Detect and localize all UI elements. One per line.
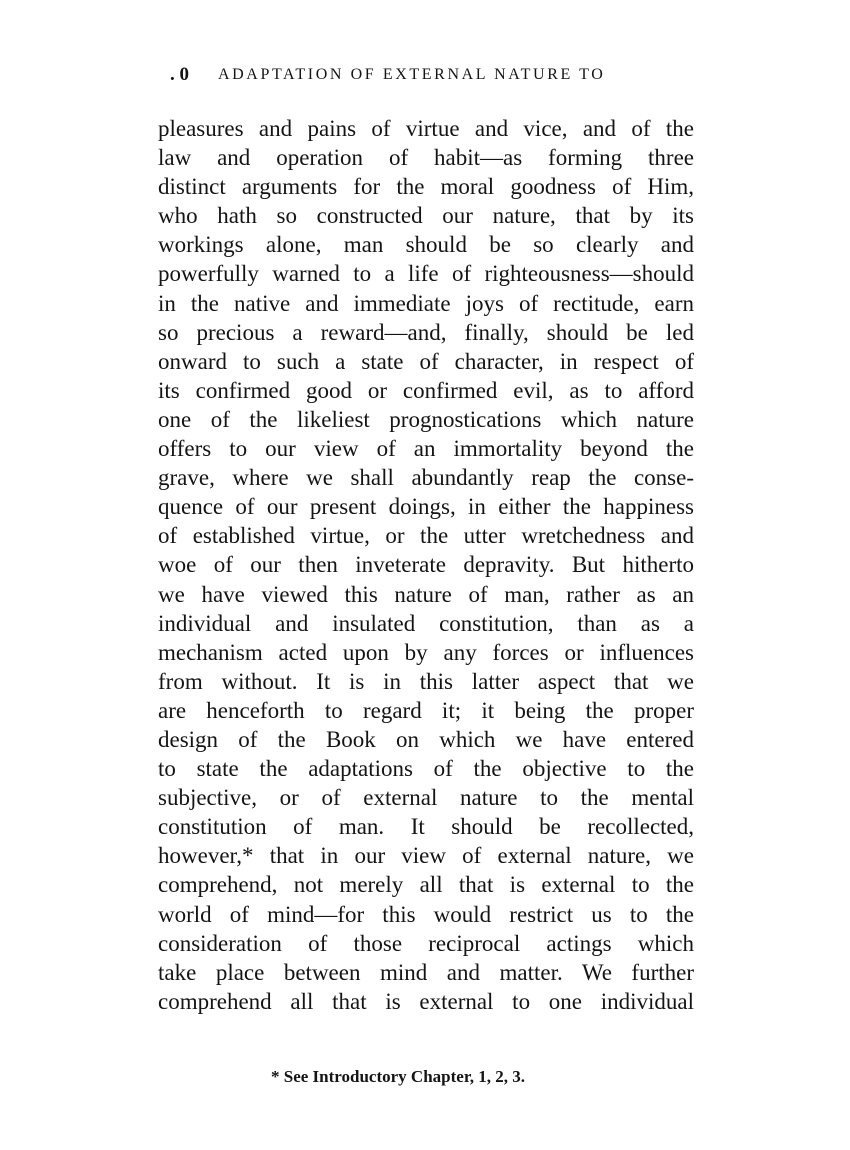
text-line: workings alone, man should be so clearly and [158,232,694,258]
text-line: are henceforth to regard it; it being the proper [158,697,694,723]
text-line: pleasures and pains of virtue and vice, and of the [158,116,694,141]
text-line: who hath so constructed our nature, that by its [158,203,694,229]
text-line: consideration of those reciprocal actings which [158,930,694,956]
text-line: comprehend, not merely all that is external to the [158,872,694,898]
running-head-title: ADAPTATION OF EXTERNAL NATURE TO [218,66,606,83]
running-head [170,63,700,87]
text-line: constitution of man. It should be recollected, [158,814,694,840]
text-line: design of the Book on which we have entered [158,726,694,752]
text-line: mechanism acted upon by any forces or influences [158,639,694,665]
page-number: . 0 [170,64,189,85]
text-line: we have viewed this nature of man, rather as an [158,581,694,607]
text-line: world of mind—for this would restrict us to the [158,901,694,927]
text-line: so precious a reward—and, finally, should be led [158,319,694,345]
text-line: individual and insulated constitution, than as a [158,610,694,636]
text-line: one of the likeliest prognostications which nature [158,406,694,432]
text-line: take place between mind and matter. We further [158,959,694,985]
text-line: subjective, or of external nature to the mental [158,785,694,811]
text-line: to state the adaptations of the objective to the [158,756,694,782]
text-line: quence of our present doings, in either the happiness [158,494,694,520]
text-line: onward to such a state of character, in respect of [158,348,694,374]
text-line: grave, where we shall abundantly reap the conse- [158,465,694,491]
text-line: its confirmed good or confirmed evil, as to afford [158,377,694,403]
footnote: * See Introductory Chapter, 1, 2, 3. [271,1067,526,1086]
text-line: of established virtue, or the utter wretchedness and [158,523,694,549]
text-line: in the native and immediate joys of rectitude, earn [158,290,694,316]
text-line: offers to our view of an immortality beyond the [158,436,694,462]
body-text [158,114,694,1016]
text-line: however,* that in our view of external nature, we [158,843,694,869]
text-line: distinct arguments for the moral goodness of Him, [158,174,694,200]
text-line: from without. It is in this latter aspect that we [158,668,694,694]
text-line: law and operation of habit—as forming three [158,145,694,171]
text-line: comprehend all that is external to one individual [158,988,694,1014]
text-line: woe of our then inveterate depravity. But hitherto [158,552,694,578]
text-line: powerfully warned to a life of righteousness—should [158,261,694,287]
